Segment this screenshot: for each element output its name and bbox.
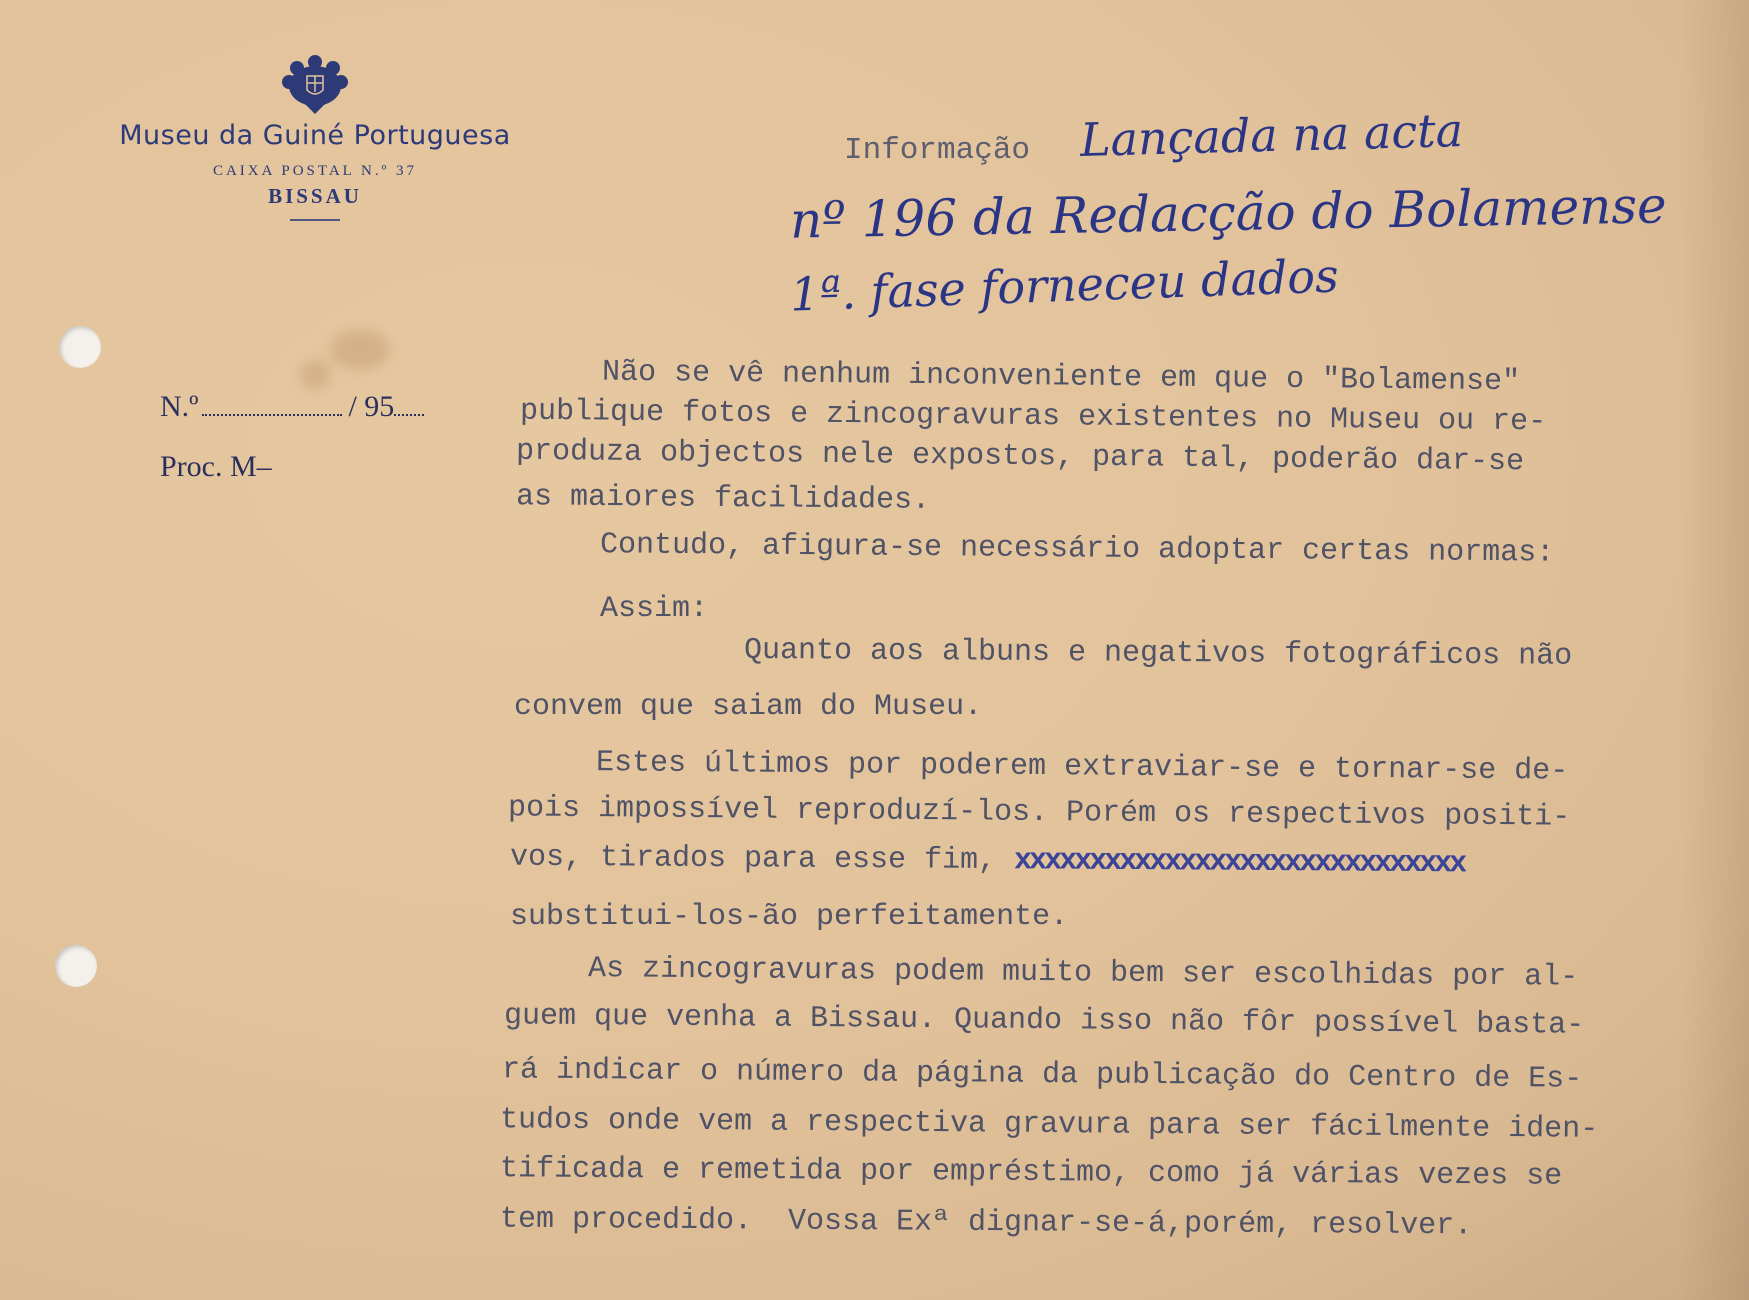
museum-name: Museu da Guiné Portuguesa [119,120,511,151]
paper-stain [300,360,330,390]
body-line-text: vos, tirados para esse fim, [509,840,997,879]
body-line: Contudo, afigura-se necessário adoptar certas normas: [509,527,1555,571]
number-blank [202,414,342,416]
body-line: Não se vê nenhum inconveniente em que o "Bolamense" [511,354,1521,400]
reference-year: / 95 [348,390,395,423]
city-name: BISSAU [268,184,362,208]
letterhead [90,52,540,221]
body-line: rá indicar o número da página da publicação do Centro de Es- [501,1053,1583,1097]
reference-number [160,390,424,424]
year-blank [394,414,424,416]
struck-out-text: xxxxxxxxxxxxxxxxxxxxxxxxxxxxxx [1013,844,1465,882]
portuguese-coat-of-arms-icon [275,52,355,116]
punch-hole [59,326,101,368]
handwritten-note-line: 1ª. fase forneceu dados [789,248,1340,322]
body-line: pois impossível reproduzí-los. Porém os respectivos positi- [507,791,1571,835]
letterhead-divider [290,219,340,221]
paper-stain [330,330,390,370]
body-line: tem procedido. Vossa Exª dignar-se-á,porém, resolver. [499,1202,1473,1244]
handwritten-note-line: Lançada na acta [1079,102,1464,168]
body-line: As zincogravuras podem muito bem ser escolhidas por al- [497,951,1579,995]
body-line: substitui-los-ão perfeitamente. [510,900,1069,934]
body-line: produza objectos nele expostos, para tal, poderão dar-se [515,434,1525,480]
body-line: convem que saiam do Museu. [514,690,983,724]
handwritten-note-line: nº 196 da Redacção do Bolamense [789,176,1668,250]
body-line: as maiores facilidades. [515,480,931,518]
number-label: N.º [160,390,199,423]
body-line: guem que venha a Bissau. Quando isso não fôr possível basta- [503,999,1585,1043]
body-line: Assim: [510,592,709,626]
body-line: publique fotos e zincogravuras existentes no Museu ou re- [519,394,1547,440]
info-label: Informação [844,133,1031,168]
process-label: Proc. M– [160,450,272,483]
body-line: Quanto aos albuns e negativos fotográficos não [509,632,1573,674]
body-line: tificada e remetida por empréstimo, como já várias vezes se [499,1152,1563,1194]
postal-box: CAIXA POSTAL N.º 37 [212,163,418,179]
punch-hole [55,945,97,987]
body-line [510,841,1464,882]
body-line: tudos onde vem a respectiva gravura para ser fácilmente iden- [499,1103,1599,1147]
body-line: Estes últimos por poderem extraviar-se e tornar-se de- [505,745,1569,789]
